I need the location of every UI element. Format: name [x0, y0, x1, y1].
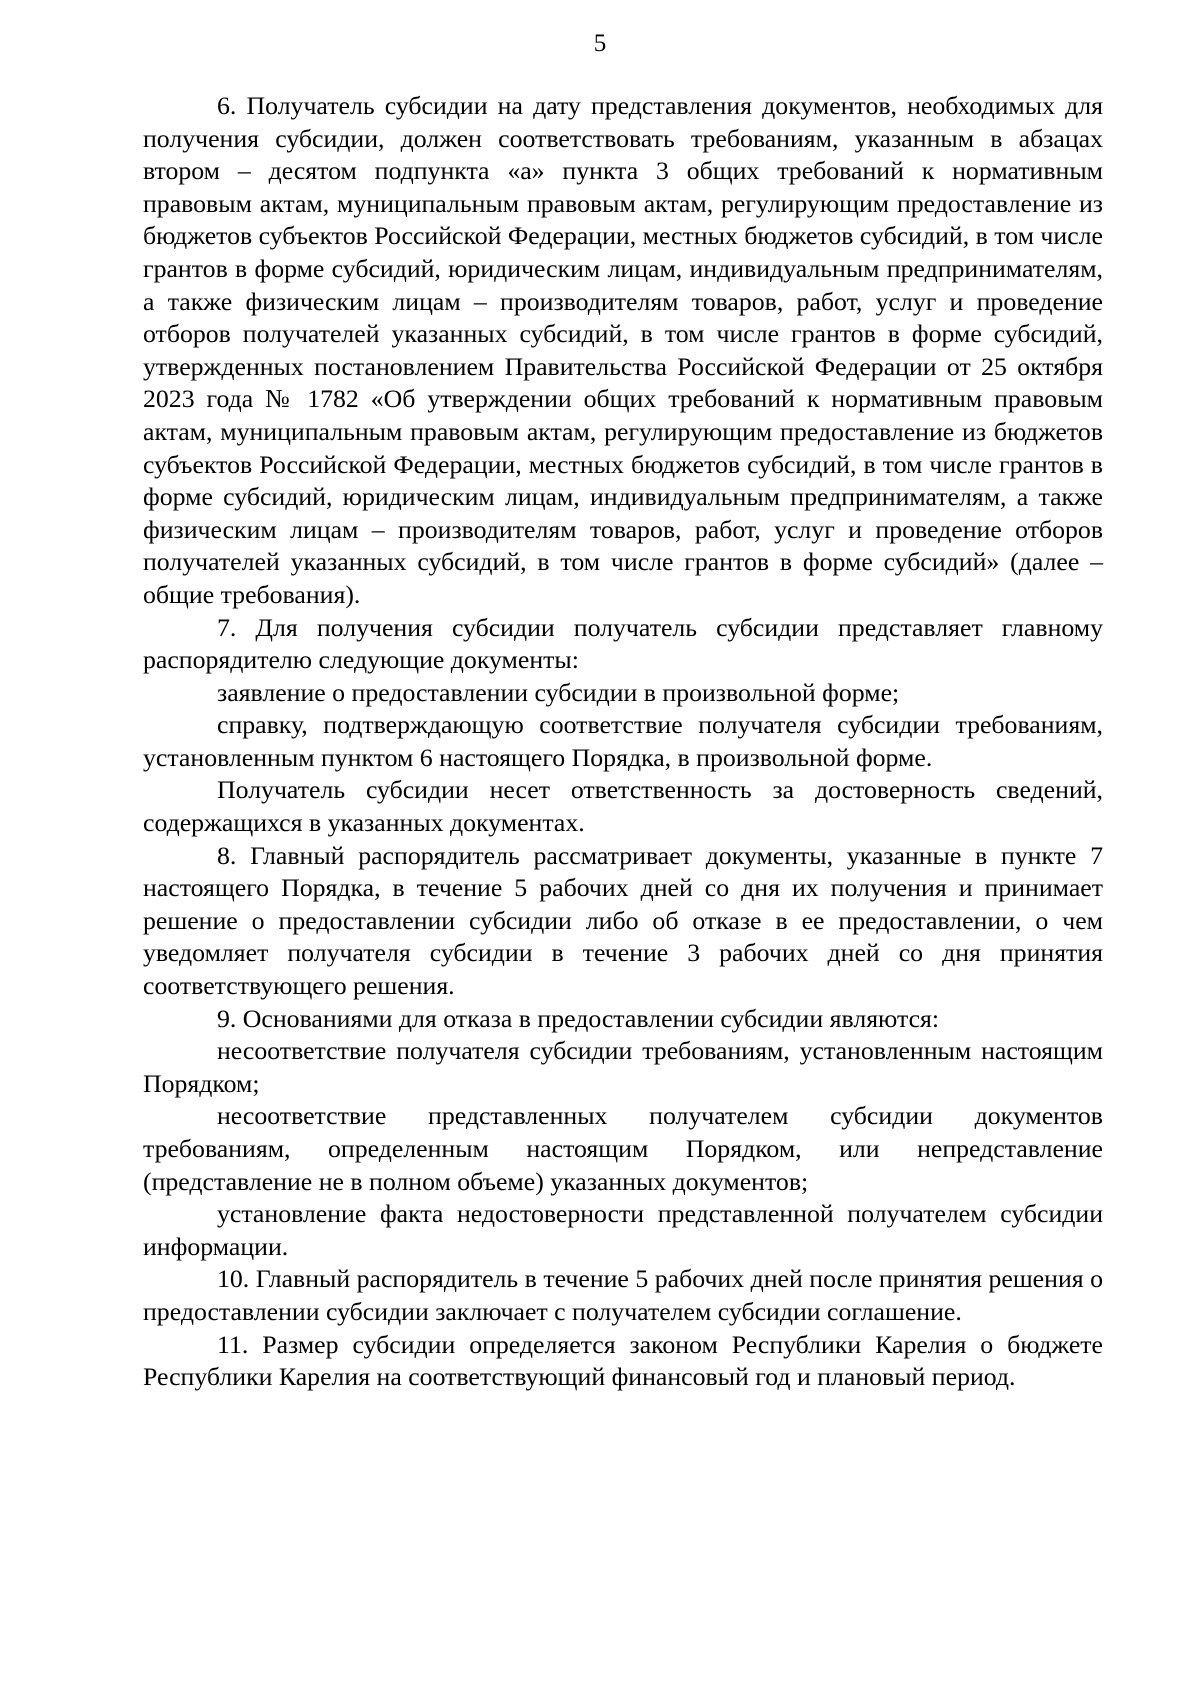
- page-number: 5: [593, 30, 607, 57]
- paragraph-item-9: 9. Основаниями для отказа в предоставлении субсидии являются:: [217, 1003, 940, 1033]
- paragraph-refusal-reason-2: несоответствие представленных получателем субсидии документов требованиям, определенным настоящим Порядком, или непредставление (представление не в полном объеме) указанных документов;: [143, 1101, 1103, 1196]
- paragraph-refusal-reason-1: несоответствие получателя субсидии требованиям, установленным настоящим Порядком;: [143, 1036, 1103, 1098]
- paragraph-responsibility: Получатель субсидии несет ответственность за достоверность сведений, содержащихся в указанных документах.: [143, 775, 1103, 838]
- paragraph-application: заявление о предоставлении субсидии в произвольной форме;: [217, 677, 900, 707]
- paragraph-item-7: 7. Для получения субсидии получатель субсидии представляет главному распорядителю следующие документы:: [143, 612, 1103, 675]
- paragraph-certificate: справку, подтверждающую соответствие получателя субсидии требованиям, установленным пунктом 6 настоящего Порядка, в произвольной форме.: [143, 710, 1103, 772]
- paragraph-item-6: 6. Получатель субсидии на дату представления документов, необходимых для получения субсидии, должен соответствовать требованиям, указанным в абзацах втором – десятом подпункта «а» пункта 3 общих требований к нормативным правовым актам, муниципальным правовым актам, регулирующим предоставление из бюджетов субъектов Российской Федерации, местных бюджетов субсидий, в том числе грантов в форме субсидий, юридическим лицам, индивидуальным предпринимателям, а также физическим лицам – производителям товаров, работ, услуг и проведение отборов получателей указанных субсидий, в том числе грантов в форме субсидий, утвержденных постановлением Правительства Российской Федерации от 25 октября 2023 года № 1782 «Об утверждении общих требований к нормативным правовым актам, муниципальным правовым актам, регулирующим предоставление из бюджетов субъектов Российской Федерации, местных бюджетов субсидий, в том числе грантов в форме субсидий, юридическим лицам, индивидуальным предпринимателям, а также физическим лицам – производителям товаров, работ, услуг и проведение отборов получателей указанных субсидий, в том числе грантов в форме субсидий» (далее – общие требования).: [143, 91, 1103, 609]
- document-body: [143, 90, 1103, 1394]
- paragraph-item-8: 8. Главный распорядитель рассматривает документы, указанные в пункте 7 настоящего Порядка, в течение 5 рабочих дней со дня их получения и принимает решение о предоставлении субсидии либо об отказе в ее предоставлении, о чем уведомляет получателя субсидии в течение 3 рабочих дней со дня принятия соответствующего решения.: [143, 840, 1103, 1001]
- paragraph-item-11: 11. Размер субсидии определяется законом Республики Карелия о бюджете Республики Карелия на соответствующий финансовый год и плановый период.: [143, 1329, 1103, 1392]
- paragraph-item-10: 10. Главный распорядитель в течение 5 рабочих дней после принятия решения о предоставлении субсидии заключает с получателем субсидии соглашение.: [143, 1264, 1103, 1326]
- paragraph-refusal-reason-3: установление факта недостоверности представленной получателем субсидии информации.: [143, 1199, 1103, 1261]
